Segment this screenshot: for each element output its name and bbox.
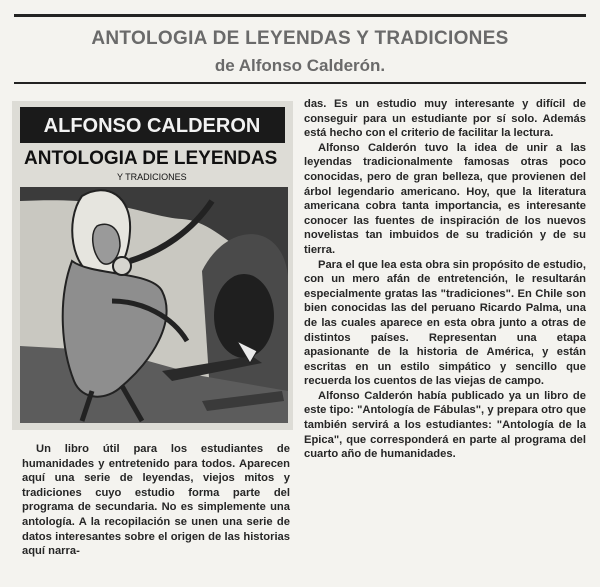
- header-bottom-rule: [14, 82, 586, 84]
- left-column: [22, 442, 290, 559]
- cover-title: ANTOLOGIA DE LEYENDAS: [24, 148, 278, 169]
- right-paragraph-3: Para el que lea esta obra sin propósito de estudio, con un mero afán de entretención, le resultarán especialmente gratas las "tradiciones". En Chile son bien conocidas las del peruano Ricardo Palma, una de las cuales aparece en esta obra junto a otras de distintos países. Representan una etapa apasionante de la historia de América, y están escritas en un estilo simpático y sencillo que recuerda los cuentos de las viejas de campo.: [304, 258, 586, 388]
- cover-author: ALFONSO CALDERON: [43, 115, 261, 137]
- cover-illustration: [20, 187, 288, 423]
- right-column: [304, 97, 586, 462]
- top-rule: [14, 14, 586, 17]
- right-paragraph-4: Alfonso Calderón había publicado ya un libro de este tipo: "Antología de Fábulas", y prepara otro que también servirá a los estudiantes: "Antología de la Epica", que corresponderá en parte al programa del cuarto año de humanidades.: [304, 389, 586, 461]
- cover-subtitle: Y TRADICIONES: [117, 172, 187, 182]
- left-paragraph-1: Un libro útil para los estudiantes de humanidades y entretenido para todos. Aparecen aquí una serie de leyendas, viejos mitos y tradiciones cuyo estudio forma parte del programa de secundaria. No es simplemente una antología. A la recopilación se unen una serie de datos interesantes sobre el origen de las historias aquí narra-: [22, 443, 290, 558]
- book-cover-image: [12, 101, 293, 430]
- article-subtitle: de Alfonso Calderón.: [214, 56, 386, 75]
- right-paragraph-continuation: das. Es un estudio muy interesante y difícil de conseguir para un estudiante por sí solo. Además está hecho con el criterio de facilitar la lectura.: [304, 98, 586, 140]
- right-paragraph-2: Alfonso Calderón tuvo la idea de unir a las leyendas tradicionalmente famosas otras poco conocidas, pero de gran belleza, que provienen del árbol legendario americano. Hoy, que la literatura americana cobra tanta importancia, es interesante conocer las fuentes de inspiración de los nuevos novelistas tan imbuidos de su tradición y de su tierra.: [304, 141, 586, 256]
- article-title: ANTOLOGIA DE LEYENDAS Y TRADICIONES: [91, 28, 509, 49]
